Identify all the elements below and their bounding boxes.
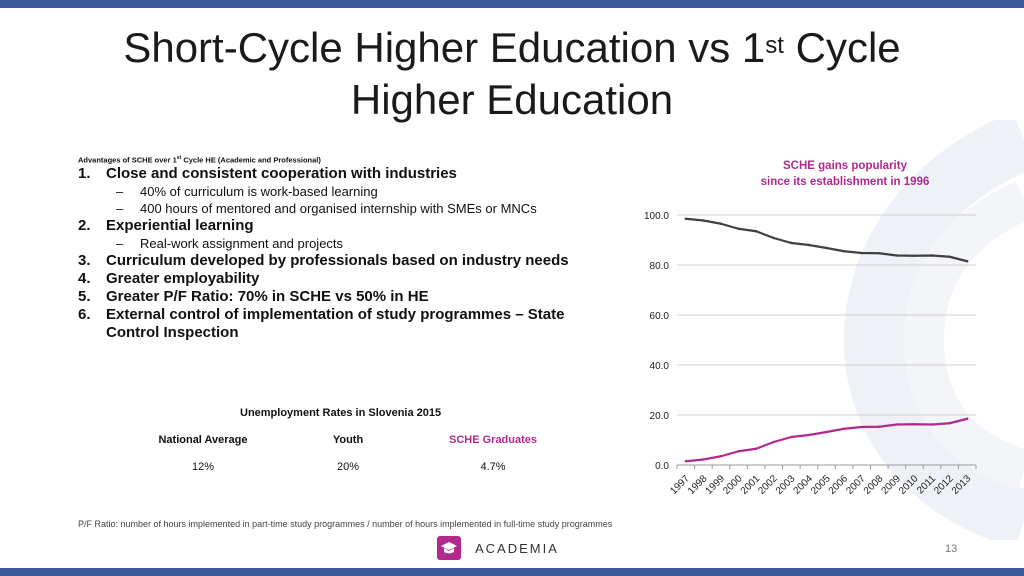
item-text: External control of implementation of study programmes – State Control Inspection [106,306,565,341]
footnote: P/F Ratio: number of hours implemented in part-time study programmes / number of hours implemented in full-time study programmes [78,519,613,529]
sub-text: 400 hours of mentored and organised internship with SMEs or MNCs [140,201,537,216]
data-point [966,418,968,420]
item-text: Greater employability [106,270,260,287]
sub-dash: – [116,184,124,199]
list-item [78,252,618,270]
data-point [825,247,827,249]
data-point [685,460,687,462]
data-point [737,450,739,452]
x-tick-label: 2013 [949,473,974,497]
title-part1: Short-Cycle Higher Education vs 1 [123,24,766,71]
y-tick-label: 100.0 [643,211,669,222]
sub-text: Real-work assignment and projects [140,236,344,251]
x-tick-label: 2002 [756,473,780,497]
academia-logo [437,536,559,560]
data-point [931,254,933,256]
list-item [78,217,618,235]
item-number: 2. [78,217,91,234]
data-point [878,252,880,254]
data-point [685,218,687,220]
y-tick-label: 40.0 [649,361,669,372]
unemployment-column-label-highlight: SCHE Graduates [448,434,538,446]
x-tick-label: 1998 [685,473,710,497]
series-line-dark [686,219,967,262]
data-point [720,455,722,457]
data-point [860,252,862,254]
data-point [948,256,950,258]
data-point [825,431,827,433]
x-tick-label: 2008 [861,473,886,497]
data-point [790,436,792,438]
y-tick-label: 20.0 [649,411,669,422]
logo-text: ACADEMIA [475,540,559,556]
data-point [773,237,775,239]
list-item [78,165,618,183]
page-number: 13 [945,543,958,555]
advantages-list [78,165,618,342]
data-point [931,423,933,425]
y-tick-label: 80.0 [649,261,669,272]
graduation-cap-icon [437,536,461,560]
data-point [913,255,915,257]
data-point [966,260,968,262]
bottom-bar [0,568,1024,576]
adv-heading-part1: Advantages of SCHE over 1 [78,155,177,165]
x-tick-label: 2001 [738,473,763,497]
x-tick-label: 2012 [932,473,956,497]
sub-dash: – [116,236,124,251]
y-tick-label: 60.0 [649,311,669,322]
unemployment-title: Unemployment Rates in Slovenia 2015 [240,407,442,419]
unemployment-value: 4.7% [480,461,506,473]
title-line2: Higher Education [350,76,674,123]
data-point [878,426,880,428]
data-point [755,230,757,232]
title-part2: Cycle [783,24,901,71]
unemployment-value: 12% [191,461,215,473]
series-line-accent [686,419,967,462]
sub-item [78,200,618,217]
data-point [737,228,739,230]
item-number: 6. [78,306,91,323]
y-tick-label: 0.0 [655,461,669,472]
item-number: 3. [78,252,91,269]
x-tick-label: 1997 [668,473,692,497]
x-tick-label: 2011 [915,473,939,497]
data-point [790,242,792,244]
item-number: 1. [78,165,91,182]
top-bar [0,0,1024,8]
x-tick-label: 2009 [879,473,903,497]
data-point [808,244,810,246]
list-item [78,306,618,342]
data-point [896,423,898,425]
slide-title [0,22,1024,126]
sub-item [78,235,618,252]
chart-annotation [700,158,990,190]
list-item [78,270,618,288]
x-tick-label: 1999 [703,473,728,497]
data-point [913,423,915,425]
advantages-heading [78,155,321,165]
sub-dash: – [116,201,124,216]
data-point [755,448,757,450]
data-point [843,250,845,252]
item-text: Close and consistent cooperation with industries [106,165,457,182]
data-point [948,422,950,424]
unemployment-column-label: National Average [158,434,248,446]
item-text: Greater P/F Ratio: 70% in SCHE vs 50% in HE [106,288,429,305]
x-tick-label: 2007 [844,473,868,497]
x-tick-label: 2004 [791,473,816,497]
data-point [773,441,775,443]
item-text: Curriculum developed by professionals based on industry needs [106,252,569,269]
adv-heading-sup: st [176,155,182,161]
chart-annotation-line2: since its establishment in 1996 [760,176,930,188]
x-tick-label: 2003 [773,473,798,497]
sub-text: 40% of curriculum is work-based learning [140,184,378,199]
data-point [896,254,898,256]
data-point [720,223,722,225]
data-point [860,426,862,428]
data-point [843,428,845,430]
list-item [78,288,618,306]
data-point [702,219,704,221]
item-number: 4. [78,270,91,287]
item-number: 5. [78,288,91,305]
unemployment-column-label: Youth [332,434,364,446]
item-text: Experiential learning [106,217,254,234]
sub-item [78,183,618,200]
data-point [702,458,704,460]
line-chart [620,200,990,500]
x-tick-label: 2010 [897,473,921,497]
data-point [808,434,810,436]
adv-heading-part2: Cycle HE (Academic and Professional) [181,155,321,165]
x-tick-label: 2006 [826,473,851,497]
x-tick-label: 2000 [721,473,745,497]
x-tick-label: 2005 [809,473,833,497]
chart-annotation-line1: SCHE gains popularity [783,160,907,172]
title-superscript: st [765,32,784,59]
unemployment-value: 20% [336,461,360,473]
